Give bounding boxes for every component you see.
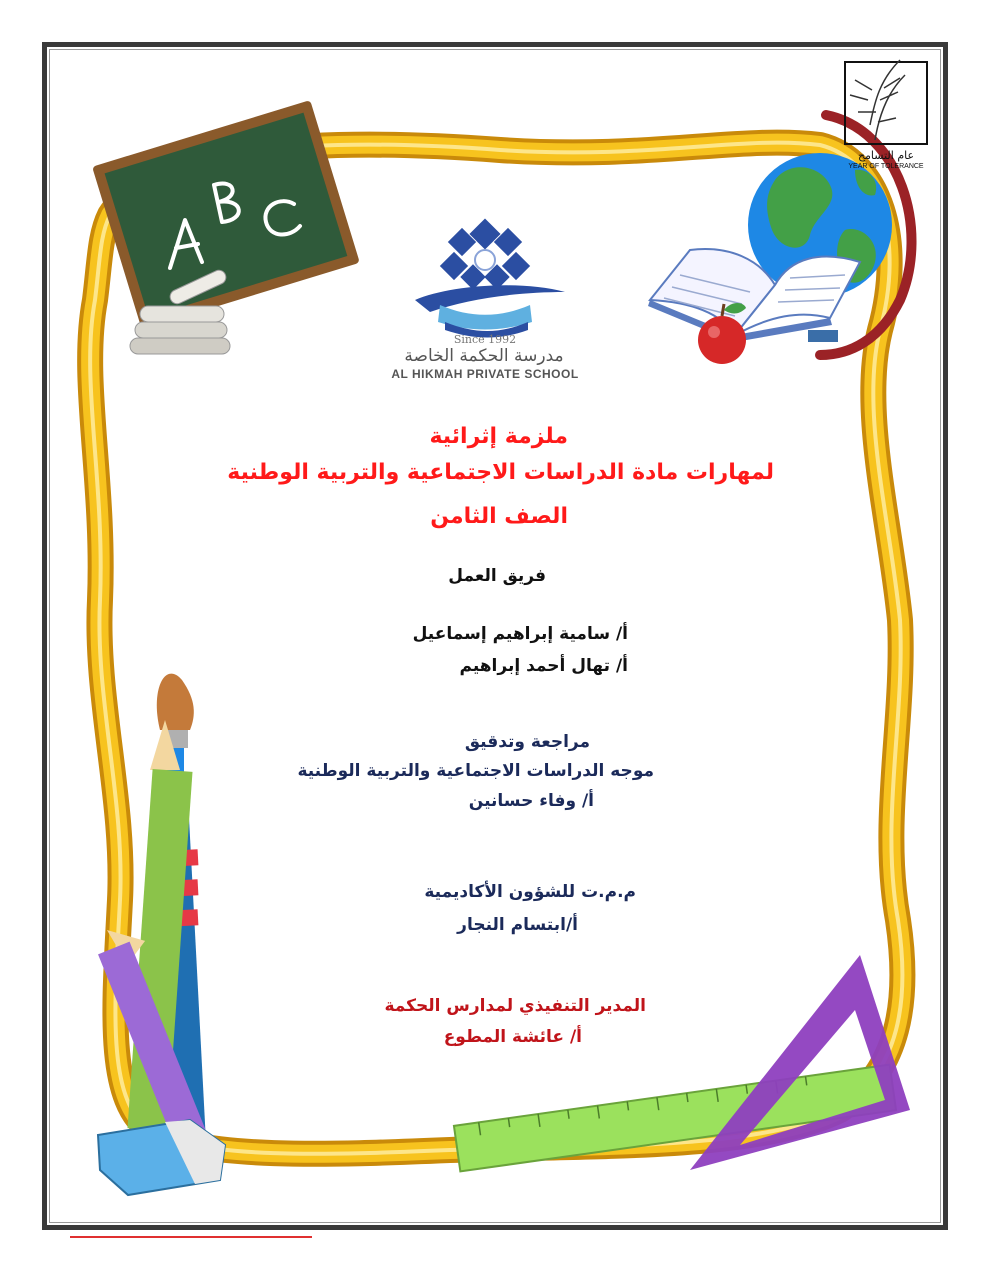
team-member-1: أ/ سامية إبراهيم إسماعيل — [412, 624, 628, 644]
chalkboard-illustration — [92, 100, 360, 354]
open-book-illustration — [648, 249, 860, 342]
team-heading: فريق العمل — [448, 566, 546, 586]
director-role: المدير التنفيذي لمدارس الحكمة — [384, 996, 646, 1016]
title-line-2: لمهارات مادة الدراسات الاجتماعية والتربية الوطنية — [227, 460, 774, 485]
director-name: أ/ عائشة المطوع — [443, 1027, 582, 1047]
title-line-1: ملزمة إثرائية — [429, 424, 568, 449]
review-name: أ/ وفاء حسانين — [468, 791, 594, 811]
bottom-red-line — [70, 1236, 312, 1238]
school-logo-icon — [415, 218, 565, 337]
school-logo-since: Since 1992 — [453, 333, 517, 346]
review-heading: مراجعة وتدقيق — [464, 732, 590, 752]
review-role: موجه الدراسات الاجتماعية والتربية الوطنية — [297, 761, 654, 781]
school-logo-name-en: AL HIKMAH PRIVATE SCHOOL — [391, 367, 579, 381]
academic-role: م.م.ت للشؤون الأكاديمية — [424, 882, 636, 902]
tolerance-badge-arabic: عام التسامح — [857, 149, 915, 162]
tolerance-badge-english: YEAR OF TOLERANCE — [848, 163, 924, 170]
team-member-2: أ/ تهال أحمد إبراهيم — [459, 656, 628, 676]
school-logo-name-ar: مدرسة الحكمة الخاصة — [404, 346, 564, 366]
set-square-illustration — [690, 955, 910, 1170]
title-line-3: الصف الثامن — [430, 504, 568, 529]
academic-name: أ/ابتسام النجار — [457, 915, 578, 935]
eraser-illustration — [98, 1120, 225, 1195]
